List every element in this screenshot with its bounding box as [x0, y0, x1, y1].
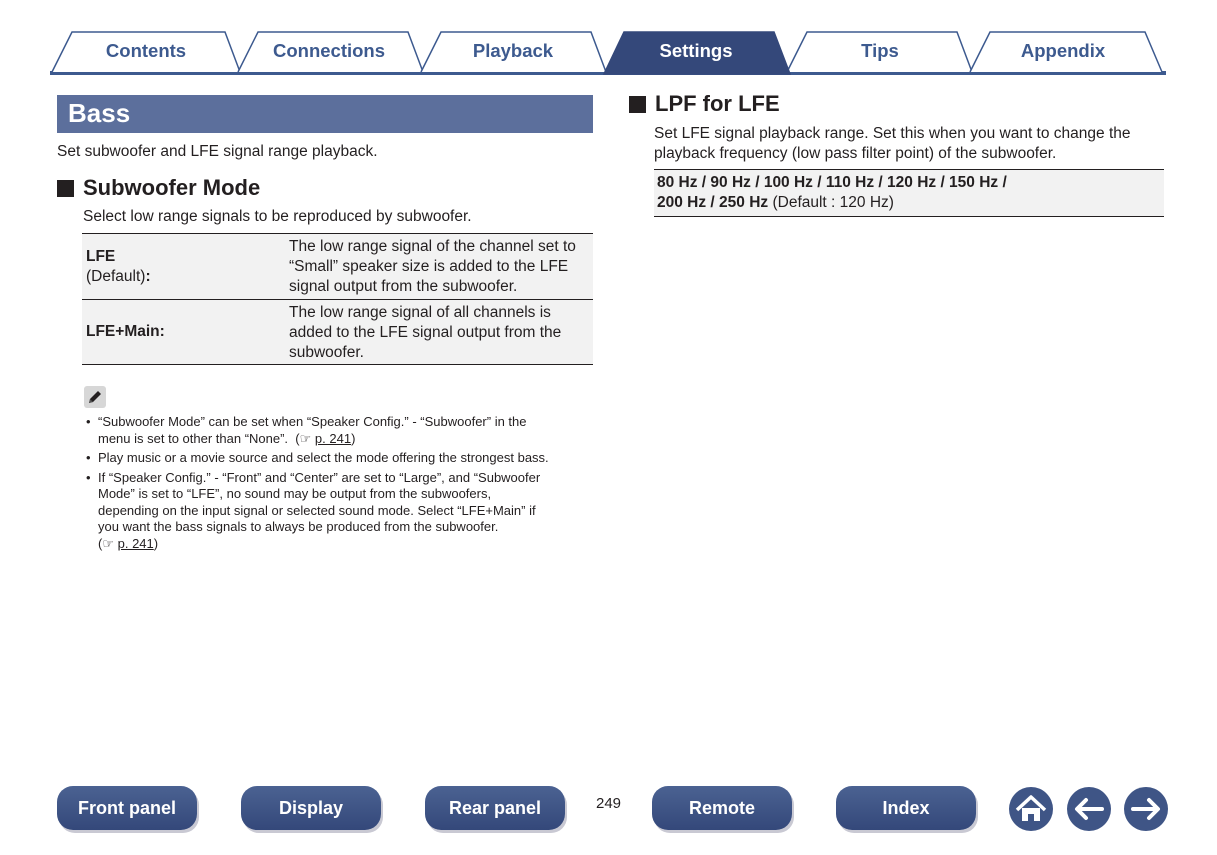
front-panel-button[interactable]: Front panel	[57, 786, 197, 830]
option-key-name: LFE	[86, 248, 116, 265]
option-value-line: The low range signal of all channels is	[289, 304, 551, 321]
lpf-values-bold: 200 Hz / 250 Hz	[657, 194, 769, 211]
section-title: Bass	[68, 98, 131, 128]
arrow-left-icon	[1066, 786, 1112, 832]
option-key: LFE (Default):	[86, 248, 151, 285]
page-reference-link[interactable]: (☞ p. 241)	[98, 535, 159, 551]
home-icon	[1008, 786, 1054, 832]
section-intro: Set subwoofer and LFE signal range playback.	[57, 143, 378, 160]
note-item	[84, 414, 596, 447]
lpf-default-note: (Default : 120 Hz)	[772, 194, 894, 211]
remote-button[interactable]: Remote	[652, 786, 792, 830]
rear-panel-button[interactable]: Rear panel	[425, 786, 565, 830]
option-row-lfe-main	[82, 299, 593, 365]
note-line: menu is set to other than “None”.	[98, 430, 289, 446]
note-item	[84, 450, 596, 467]
tab-settings[interactable]: Settings	[659, 40, 733, 61]
note-line: you want the bass signals to always be produced from the subwoofer.	[98, 519, 499, 534]
notes-list	[84, 414, 596, 555]
pencil-icon	[84, 386, 106, 408]
option-value	[289, 237, 592, 297]
option-value-line: added to the LFE signal output from the	[289, 324, 562, 341]
arrow-right-icon	[1123, 786, 1169, 832]
option-row-lfe	[82, 233, 593, 299]
reference-hand-icon: ☞	[102, 535, 114, 551]
subwoofer-mode-heading: Subwoofer Mode	[83, 175, 261, 200]
lpf-values-line: 80 Hz / 90 Hz / 100 Hz / 110 Hz / 120 Hz / 150 Hz /	[657, 174, 1007, 191]
note-line: Play music or a movie source and select the mode offering the strongest bass.	[98, 450, 549, 465]
note-line: If “Speaker Config.” - “Front” and “Center” are set to “Large”, and “Subwoofer	[98, 469, 541, 485]
lpf-description-line: Set LFE signal playback range. Set this when you want to change the	[654, 125, 1131, 142]
option-value-line: “Small” speaker size is added to the LFE	[289, 258, 569, 275]
tab-contents[interactable]: Contents	[105, 40, 187, 61]
tab-tips[interactable]: Tips	[861, 40, 899, 61]
tab-appendix[interactable]: Appendix	[1020, 40, 1106, 61]
lpf-heading: LPF for LFE	[655, 91, 780, 116]
note-item	[84, 470, 596, 553]
option-key	[86, 322, 165, 342]
option-value-line: signal output from the subwoofer.	[289, 278, 518, 295]
lpf-values-line	[657, 193, 894, 213]
note-line: Mode” is set to “LFE”, no sound may be output from the subwoofers,	[98, 486, 492, 501]
tab-playback[interactable]: Playback	[472, 40, 554, 61]
display-button[interactable]: Display	[241, 786, 381, 830]
option-value	[289, 303, 592, 363]
tab-bar	[50, 28, 1166, 78]
page-reference-link[interactable]: (☞ p. 241)	[291, 430, 356, 446]
tab-connections[interactable]: Connections	[272, 40, 386, 61]
page-number: 249	[596, 795, 622, 812]
option-value-line: subwoofer.	[289, 344, 364, 361]
note-line: depending on the input signal or selected sound mode. Select “LFE+Main” if	[98, 502, 536, 518]
index-button[interactable]: Index	[836, 786, 976, 830]
heading-bullet-icon	[629, 96, 646, 113]
reference-hand-icon: ☞	[299, 430, 312, 446]
option-key-default: (Default)	[86, 268, 146, 285]
subwoofer-mode-description: Select low range signals to be reproduced by subwoofer.	[83, 208, 472, 225]
home-button[interactable]	[1008, 786, 1054, 832]
option-value-line: The low range signal of the channel set to	[289, 238, 576, 255]
subwoofer-mode-options	[82, 233, 593, 365]
lpf-description	[654, 124, 1131, 164]
option-key-name: LFE+Main:	[86, 323, 165, 340]
lpf-description-line: playback frequency (low pass filter point) of the subwoofer.	[654, 145, 1057, 162]
lpf-values-box	[654, 169, 1164, 217]
heading-bullet-icon	[57, 180, 74, 197]
section-header	[57, 95, 593, 133]
forward-button[interactable]	[1123, 786, 1169, 832]
back-button[interactable]	[1066, 786, 1112, 832]
note-line: “Subwoofer Mode” can be set when “Speaker Config.” - “Subwoofer” in the	[98, 414, 527, 429]
